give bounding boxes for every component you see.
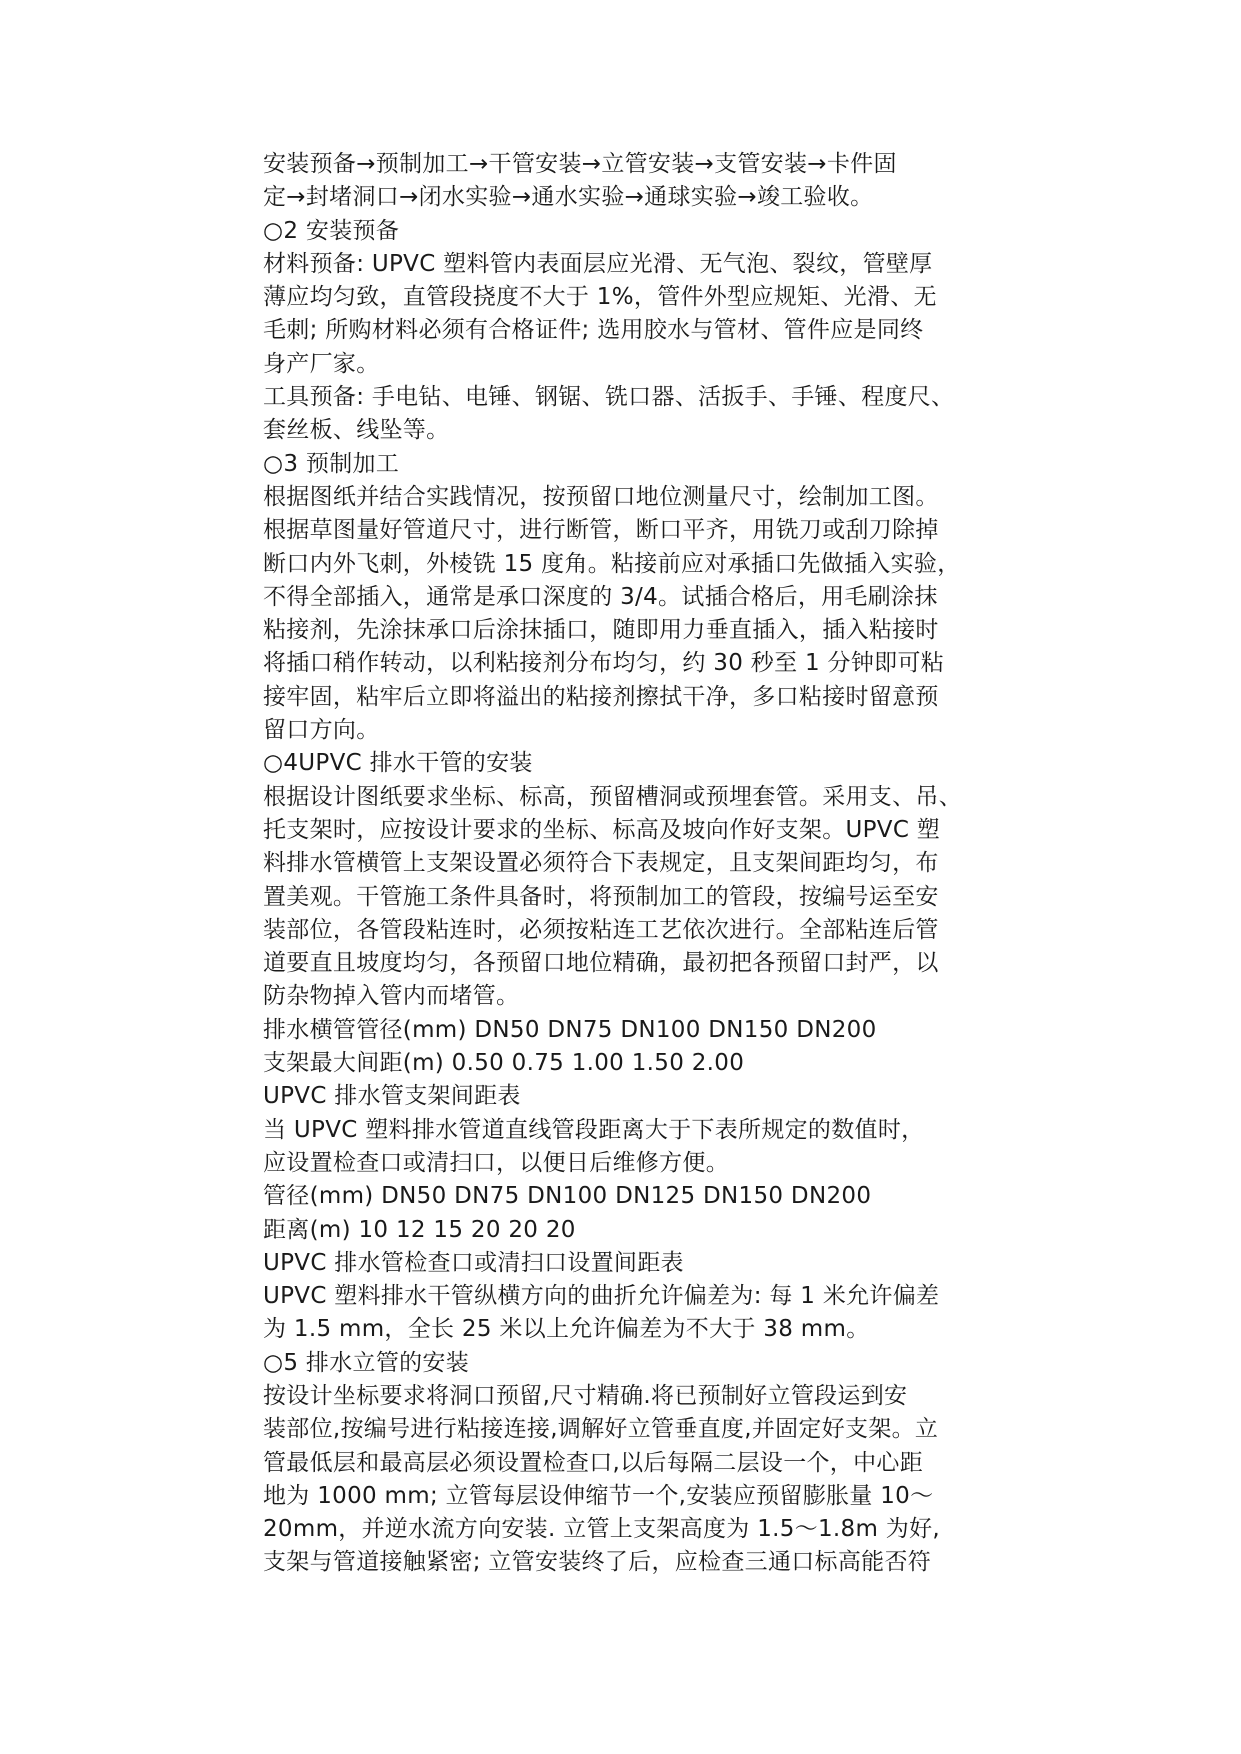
text-line: 定→封堵洞口→闭水实验→通水实验→通球实验→竣工验收。 (263, 184, 874, 211)
text-line: 道要直且坡度均匀，各预留口地位精确，最初把各预留口封严，以 (263, 950, 939, 977)
table-caption: UPVC 排水管检查口或清扫口设置间距表 (263, 1249, 684, 1276)
text-line: 工具预备: 手电钻、电锤、钢锯、铣口器、活扳手、手锤、程度尺、 (263, 384, 955, 411)
text-line: 置美观。干管施工条件具备时，将预制加工的管段，按编号运至安 (263, 883, 939, 910)
section-heading: ○4UPVC 排水干管的安装 (263, 750, 533, 777)
text-line: 毛刺; 所购材料必须有合格证件; 选用胶水与管材、管件应是同终 (263, 317, 924, 344)
text-line: 根据设计图纸要求坐标、标高，预留槽洞或预埋套管。采用支、吊、 (263, 783, 962, 810)
text-line: 薄应均匀致，直管段挠度不大于 1%，管件外型应规矩、光滑、无 (263, 284, 937, 311)
text-line: 为 1.5 mm，全长 25 米以上允许偏差为不大于 38 mm。 (263, 1316, 870, 1343)
text-line: 套丝板、线坠等。 (263, 417, 450, 444)
text-line: 根据草图量好管道尺寸，进行断管，断口平齐，用铣刀或刮刀除掉 (263, 517, 939, 544)
text-line: 装部位,按编号进行粘接连接,调解好立管垂直度,并固定好支架。立 (263, 1416, 939, 1443)
text-line: 按设计坐标要求将洞口预留,尺寸精确.将已预制好立管段运到安 (263, 1382, 908, 1409)
text-line: 托支架时，应按设计要求的坐标、标高及坡向作好支架。UPVC 塑 (263, 816, 941, 843)
text-line: 接牢固，粘牢后立即将溢出的粘接剂擦拭干净，多口粘接时留意预 (263, 683, 939, 710)
section-heading: ○2 安装预备 (263, 217, 400, 244)
table-row: 排水横管管径(mm) DN50 DN75 DN100 DN150 DN200 (263, 1016, 877, 1043)
text-line: 应设置检查口或清扫口，以便日后维修方便。 (263, 1149, 729, 1176)
text-line: UPVC 塑料排水干管纵横方向的曲折允许偏差为: 每 1 米允许偏差 (263, 1283, 940, 1310)
table-row: 管径(mm) DN50 DN75 DN100 DN125 DN150 DN200 (263, 1183, 872, 1210)
text-line: 管最低层和最高层必须设置检查口,以后每隔二层设一个，中心距 (263, 1449, 924, 1476)
text-line: 粘接剂，先涂抹承口后涂抹插口，随即用力垂直插入，插入粘接时 (263, 617, 939, 644)
section-heading: ○3 预制加工 (263, 450, 400, 477)
text-line: 安装预备→预制加工→干管安装→立管安装→支管安装→卡件固 (263, 151, 897, 177)
text-line: 将插口稍作转动，以利粘接剂分布均匀，约 30 秒至 1 分钟即可粘 (263, 650, 945, 677)
text-line: 根据图纸并结合实践情况，按预留口地位测量尺寸，绘制加工图。 (263, 483, 939, 510)
table-row: 支架最大间距(m) 0.50 0.75 1.00 1.50 2.00 (263, 1050, 745, 1077)
text-line: 断口内外飞刺，外棱铣 15 度角。粘接前应对承插口先做插入实验， (263, 550, 961, 577)
text-line: 支架与管道接触紧密; 立管安装终了后，应检查三通口标高能否符 (263, 1549, 932, 1576)
text-line: 地为 1000 mm; 立管每层设伸缩节一个,安装应预留膨胀量 10～ (263, 1482, 934, 1509)
text-line: 20mm，并逆水流方向安装. 立管上支架高度为 1.5～1.8m 为好, (263, 1516, 940, 1543)
text-line: 材料预备: UPVC 塑料管内表面层应光滑、无气泡、裂纹，管壁厚 (263, 250, 933, 277)
table-caption: UPVC 排水管支架间距表 (263, 1083, 521, 1110)
section-heading: ○5 排水立管的安装 (263, 1349, 470, 1376)
text-line: 装部位，各管段粘连时，必须按粘连工艺依次进行。全部粘连后管 (263, 916, 939, 943)
text-line: 留口方向。 (263, 717, 380, 744)
text-line: 当 UPVC 塑料排水管道直线管段距离大于下表所规定的数值时， (263, 1116, 925, 1143)
text-line: 不得全部插入，通常是承口深度的 3/4。试插合格后，用毛刷涂抹 (263, 583, 938, 610)
table-row: 距离(m) 10 12 15 20 20 20 (263, 1216, 576, 1243)
text-line: 防杂物掉入管内而堵管。 (263, 983, 520, 1010)
text-line: 身产厂家。 (263, 350, 380, 377)
document-page (263, 148, 983, 1580)
text-line: 料排水管横管上支架设置必须符合下表规定，且支架间距均匀，布 (263, 850, 939, 877)
